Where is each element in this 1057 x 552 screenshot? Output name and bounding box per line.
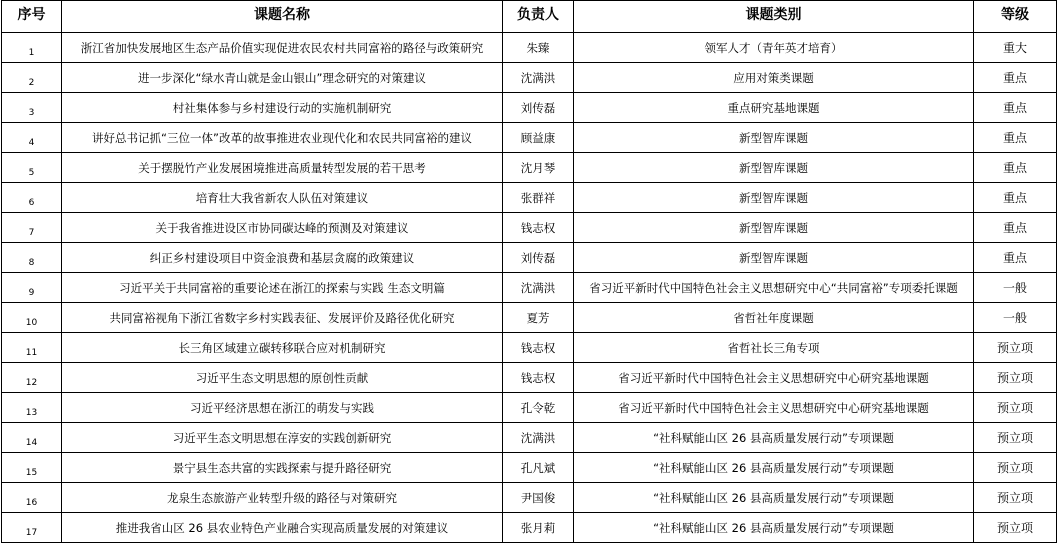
cell-owner: 朱臻 (503, 33, 574, 63)
cell-category: 省习近平新时代中国特色社会主义思想研究中心“共同富裕”专项委托课题 (574, 273, 974, 303)
table-row (2, 273, 1057, 303)
cell-level: 一般 (974, 273, 1057, 303)
cell-title: 浙江省加快发展地区生态产品价值实现促进农民农村共同富裕的路径与政策研究 (62, 33, 503, 63)
table-row (2, 333, 1057, 363)
table-row (2, 363, 1057, 393)
cell-no: 17 (2, 513, 62, 543)
cell-no: 6 (2, 183, 62, 213)
cell-level: 重大 (974, 33, 1057, 63)
cell-title: 龙泉生态旅游产业转型升级的路径与对策研究 (62, 483, 503, 513)
cell-title: 讲好总书记抓“三位一体”改革的故事推进农业现代化和农民共同富裕的建议 (62, 123, 503, 153)
cell-category: 重点研究基地课题 (574, 93, 974, 123)
cell-title: 习近平生态文明思想的原创性贡献 (62, 363, 503, 393)
cell-no: 4 (2, 123, 62, 153)
cell-no: 11 (2, 333, 62, 363)
cell-title: 进一步深化“绿水青山就是金山银山”理念研究的对策建议 (62, 63, 503, 93)
cell-category: 新型智库课题 (574, 243, 974, 273)
cell-category: “社科赋能山区 26 县高质量发展行动”专项课题 (574, 483, 974, 513)
cell-level: 重点 (974, 213, 1057, 243)
cell-category: 新型智库课题 (574, 183, 974, 213)
cell-owner: 顾益康 (503, 123, 574, 153)
cell-owner: 孔凡斌 (503, 453, 574, 483)
table-row (2, 483, 1057, 513)
cell-title: 景宁县生态共富的实践探索与提升路径研究 (62, 453, 503, 483)
header-no: 序号 (2, 1, 62, 33)
table-row (2, 123, 1057, 153)
cell-owner: 沈满洪 (503, 423, 574, 453)
cell-owner: 沈月琴 (503, 153, 574, 183)
cell-no: 15 (2, 453, 62, 483)
cell-owner: 沈满洪 (503, 63, 574, 93)
table-row (2, 63, 1057, 93)
cell-owner: 沈满洪 (503, 273, 574, 303)
cell-category: 省习近平新时代中国特色社会主义思想研究中心研究基地课题 (574, 393, 974, 423)
cell-owner: 钱志权 (503, 333, 574, 363)
cell-no: 13 (2, 393, 62, 423)
project-table (1, 0, 1057, 543)
table-row (2, 423, 1057, 453)
table-header-row (2, 1, 1057, 33)
cell-level: 重点 (974, 93, 1057, 123)
cell-no: 12 (2, 363, 62, 393)
table-row (2, 213, 1057, 243)
table-row (2, 513, 1057, 543)
header-category: 课题类别 (574, 1, 974, 33)
cell-owner: 钱志权 (503, 363, 574, 393)
cell-category: 应用对策类课题 (574, 63, 974, 93)
cell-level: 预立项 (974, 453, 1057, 483)
cell-owner: 夏芳 (503, 303, 574, 333)
cell-owner: 刘传磊 (503, 93, 574, 123)
cell-category: “社科赋能山区 26 县高质量发展行动”专项课题 (574, 513, 974, 543)
cell-category: 领军人才（青年英才培育） (574, 33, 974, 63)
cell-title: 培育壮大我省新农人队伍对策建议 (62, 183, 503, 213)
cell-no: 3 (2, 93, 62, 123)
table-row (2, 453, 1057, 483)
cell-level: 预立项 (974, 363, 1057, 393)
cell-owner: 张月莉 (503, 513, 574, 543)
cell-category: 新型智库课题 (574, 123, 974, 153)
table-body (2, 33, 1057, 543)
cell-title: 共同富裕视角下浙江省数字乡村实践表征、发展评价及路径优化研究 (62, 303, 503, 333)
cell-title: 习近平经济思想在浙江的萌发与实践 (62, 393, 503, 423)
cell-no: 1 (2, 33, 62, 63)
cell-owner: 张群祥 (503, 183, 574, 213)
cell-no: 7 (2, 213, 62, 243)
table-row (2, 153, 1057, 183)
cell-no: 16 (2, 483, 62, 513)
cell-level: 重点 (974, 123, 1057, 153)
cell-owner: 尹国俊 (503, 483, 574, 513)
header-level: 等级 (974, 1, 1057, 33)
cell-title: 关于我省推进设区市协同碳达峰的预测及对策建议 (62, 213, 503, 243)
table-row (2, 93, 1057, 123)
cell-level: 重点 (974, 153, 1057, 183)
cell-category: 新型智库课题 (574, 213, 974, 243)
cell-no: 2 (2, 63, 62, 93)
table-row (2, 303, 1057, 333)
cell-title: 长三角区域建立碳转移联合应对机制研究 (62, 333, 503, 363)
table-row (2, 393, 1057, 423)
cell-category: “社科赋能山区 26 县高质量发展行动”专项课题 (574, 423, 974, 453)
table-row (2, 183, 1057, 213)
cell-owner: 钱志权 (503, 213, 574, 243)
cell-owner: 刘传磊 (503, 243, 574, 273)
cell-category: 省哲社年度课题 (574, 303, 974, 333)
cell-title: 推进我省山区 26 县农业特色产业融合实现高质量发展的对策建议 (62, 513, 503, 543)
cell-title: 村社集体参与乡村建设行动的实施机制研究 (62, 93, 503, 123)
cell-level: 重点 (974, 63, 1057, 93)
cell-no: 5 (2, 153, 62, 183)
cell-level: 预立项 (974, 333, 1057, 363)
cell-owner: 孔令乾 (503, 393, 574, 423)
cell-category: 省哲社长三角专项 (574, 333, 974, 363)
cell-level: 预立项 (974, 393, 1057, 423)
header-owner: 负责人 (503, 1, 574, 33)
cell-category: 省习近平新时代中国特色社会主义思想研究中心研究基地课题 (574, 363, 974, 393)
cell-title: 习近平生态文明思想在淳安的实践创新研究 (62, 423, 503, 453)
cell-level: 重点 (974, 183, 1057, 213)
header-title: 课题名称 (62, 1, 503, 33)
cell-category: 新型智库课题 (574, 153, 974, 183)
table-row (2, 33, 1057, 63)
cell-no: 9 (2, 273, 62, 303)
cell-title: 纠正乡村建设项目中资金浪费和基层贪腐的政策建议 (62, 243, 503, 273)
table-row (2, 243, 1057, 273)
cell-no: 8 (2, 243, 62, 273)
cell-level: 重点 (974, 243, 1057, 273)
cell-level: 预立项 (974, 423, 1057, 453)
cell-title: 关于摆脱竹产业发展困境推进高质量转型发展的若干思考 (62, 153, 503, 183)
cell-level: 一般 (974, 303, 1057, 333)
cell-level: 预立项 (974, 513, 1057, 543)
cell-level: 预立项 (974, 483, 1057, 513)
cell-category: “社科赋能山区 26 县高质量发展行动”专项课题 (574, 453, 974, 483)
cell-no: 14 (2, 423, 62, 453)
cell-no: 10 (2, 303, 62, 333)
cell-title: 习近平关于共同富裕的重要论述在浙江的探索与实践 生态文明篇 (62, 273, 503, 303)
